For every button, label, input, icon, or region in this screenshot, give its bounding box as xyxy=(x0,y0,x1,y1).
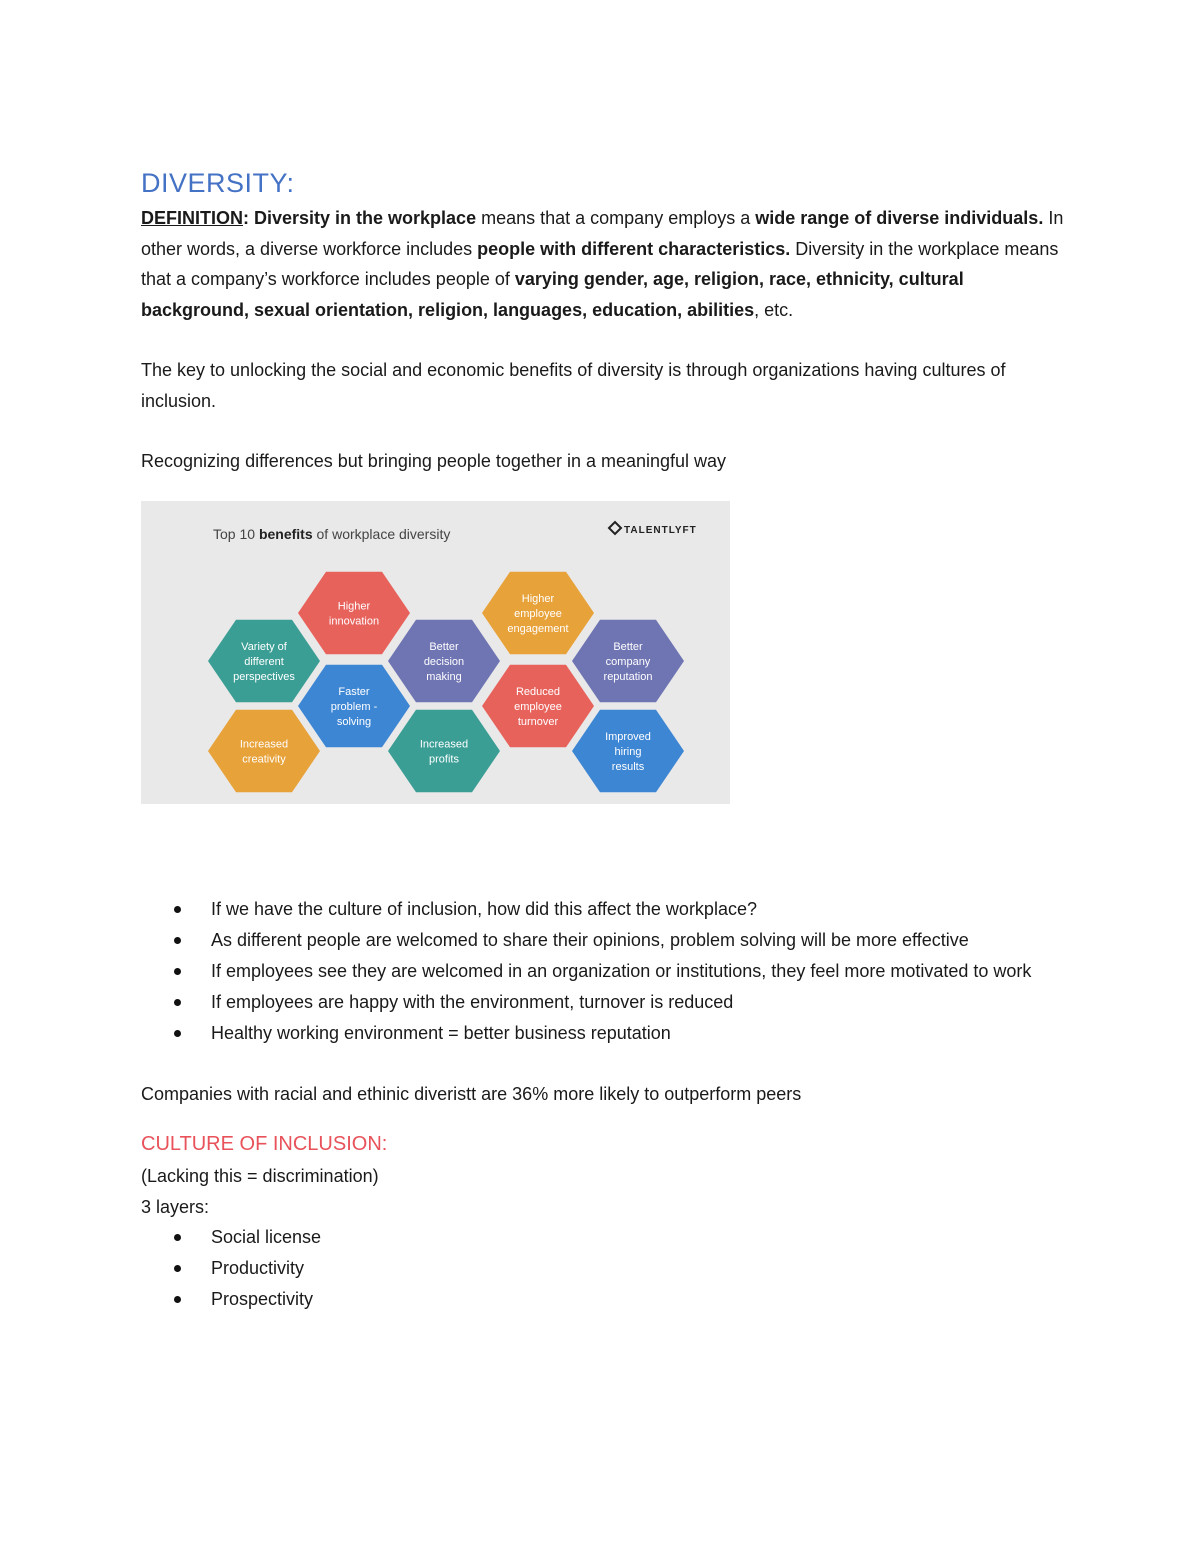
hexagon-label: perspectives xyxy=(233,670,295,683)
hexagon-label: Increased xyxy=(239,738,289,750)
diversity-heading: DIVERSITY: xyxy=(141,168,295,198)
hexagon-label: decision xyxy=(423,655,465,668)
definition-label: DEFINITION xyxy=(141,208,243,228)
definition-text-8: , etc. xyxy=(754,299,794,320)
hexagon-label: hiring xyxy=(614,745,642,758)
definition-bold-1: Diversity in the workplace xyxy=(254,208,477,228)
culture-note: (Lacking this = discrimination) xyxy=(141,1166,379,1186)
hexagon-label: company xyxy=(605,655,651,668)
hexagon-label: Better xyxy=(613,640,643,653)
hexagon-label: Better xyxy=(429,640,459,653)
definition-text-6: Diversity in the workplace means that a company’s workforce includes people of xyxy=(141,238,1059,289)
hexagon-label: employee xyxy=(514,607,562,620)
bullet-icon xyxy=(174,937,181,944)
hexagon-label: creativity xyxy=(242,753,286,765)
hexagon-label: turnover xyxy=(517,715,559,728)
hexagon-label: innovation xyxy=(328,615,380,627)
layers-list xyxy=(141,1222,1071,1315)
hexagon-label: profits xyxy=(429,753,459,765)
hexagon-label: solving xyxy=(336,715,372,728)
hexagon-label: reputation xyxy=(603,670,653,683)
hexagon-label: making xyxy=(426,670,462,683)
bullet-icon xyxy=(174,968,181,975)
layers-label: 3 layers: xyxy=(141,1196,210,1217)
list-item xyxy=(141,1222,1071,1253)
document-page xyxy=(141,168,1071,1315)
hexagon-label: engagement xyxy=(507,622,569,635)
benefits-infographic-svg xyxy=(141,501,730,804)
hexagon-label: results xyxy=(611,760,645,773)
bullet-icon xyxy=(174,906,181,913)
definition-text-2: means that a company employs a xyxy=(476,208,756,228)
list-item-text: As different people are welcomed to share their opinions, problem solving will be more effective xyxy=(211,929,969,950)
definition-bold-5: people with different characteristics. xyxy=(477,238,791,259)
list-item-text: If employees see they are welcomed in an organization or institutions, they feel more motivated to work xyxy=(211,960,1032,981)
list-item xyxy=(141,925,1071,956)
list-item xyxy=(141,894,1071,925)
list-item-text: Productivity xyxy=(211,1258,305,1278)
key-paragraph: The key to unlocking the social and economic benefits of diversity is through organizations having cultures of inclusion. xyxy=(141,360,1006,411)
companies-stat: Companies with racial and ethinic diveristt are 36% more likely to outperform peers xyxy=(141,1083,802,1104)
bullet-icon xyxy=(174,1030,181,1037)
definition-bold-7: varying gender, age, religion, race, ethnicity, cultural background, sexual orientation, religion, languages, education, abilities xyxy=(141,269,964,320)
hexagon-label: Reduced xyxy=(515,685,561,698)
culture-heading: CULTURE OF INCLUSION: xyxy=(141,1133,388,1155)
hexagon-label: Variety of xyxy=(241,640,287,653)
list-item xyxy=(141,956,1071,987)
list-item-text: Prospectivity xyxy=(211,1289,314,1309)
definition-text-4: In other words, a diverse workforce includes xyxy=(141,208,1064,259)
list-item xyxy=(141,987,1071,1018)
hexagon-label: different xyxy=(244,655,284,668)
list-item xyxy=(141,1284,1071,1315)
hexagon-label: employee xyxy=(514,700,562,713)
infographic-title: Top 10 benefits of workplace diversity xyxy=(213,525,451,542)
hexagon-label: Increased xyxy=(419,738,469,750)
list-item xyxy=(141,1253,1071,1284)
bullet-icon xyxy=(174,1265,181,1272)
list-item-text: If employees are happy with the environment, turnover is reduced xyxy=(211,991,734,1012)
svg-text:TALENTLYFT: TALENTLYFT xyxy=(624,524,697,536)
bullet-icon xyxy=(174,1234,181,1241)
list-item-text: If we have the culture of inclusion, how did this affect the workplace? xyxy=(211,898,757,919)
bullet-icon xyxy=(174,999,181,1006)
list-item xyxy=(141,1018,1071,1049)
hexagon-label: Improved xyxy=(605,730,651,743)
benefits-infographic xyxy=(141,501,730,804)
hexagon-label: Faster xyxy=(338,685,370,698)
bullet-icon xyxy=(174,1296,181,1303)
recognizing-paragraph: Recognizing differences but bringing people together in a meaningful way xyxy=(141,451,727,471)
inclusion-effects-list xyxy=(141,894,1071,1049)
hexagon-label: Higher xyxy=(337,600,371,612)
definition-bold-3: wide range of diverse individuals. xyxy=(755,208,1044,228)
definition-paragraph: DEFINITION: Diversity in the workplace means that a company employs a wide range of diverse individuals. In other words, a diverse workforce includes people with different characteristics. Diversity in the workplace means that a company’s workforce includes people of varying gender, age, religion, race, ethnicity, cultural background, sexual orientation, religion, languages, education, abilities, etc. xyxy=(141,208,1064,320)
hexagon-label: Higher xyxy=(521,592,555,605)
list-item-text: Social license xyxy=(211,1227,322,1247)
hexagon-label: problem - xyxy=(330,700,378,713)
list-item-text: Healthy working environment = better business reputation xyxy=(211,1022,671,1043)
